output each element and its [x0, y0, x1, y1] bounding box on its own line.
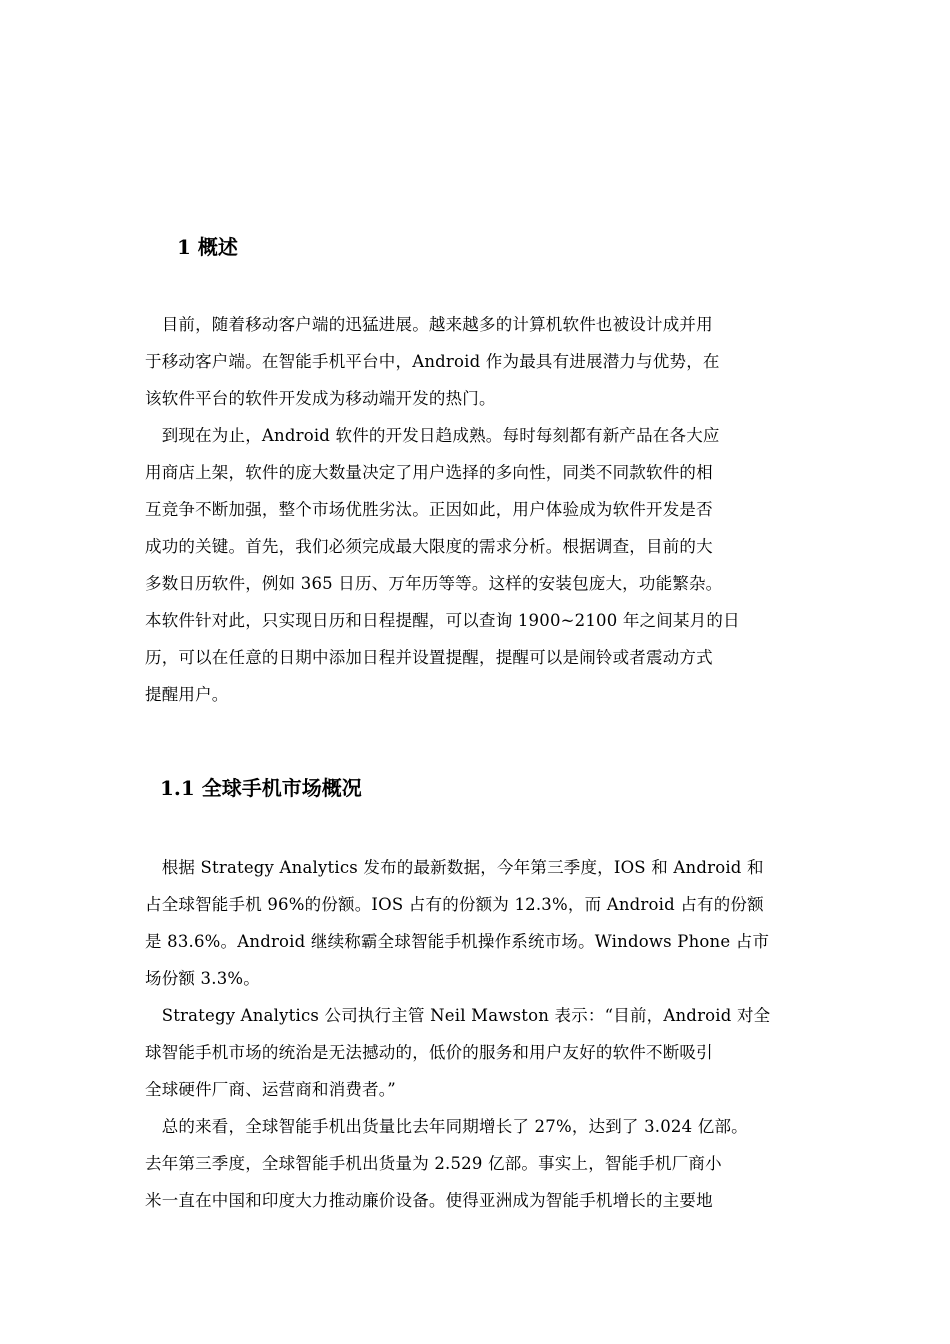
text-line: 互竞争不断加强，整个市场优胜劣汰。正因如此，用户体验成为软件开发是否	[145, 500, 713, 519]
text-line: 全球硬件厂商、运营商和消费者。”	[145, 1080, 396, 1099]
text-line: 米一直在中国和印度大力推动廉价设备。使得亚洲成为智能手机增长的主要地	[145, 1191, 713, 1210]
text-line: 根据 Strategy Analytics 发布的最新数据，今年第三季度，IOS 和 Android 和	[145, 858, 764, 877]
paragraph-market-2	[145, 997, 817, 1108]
text-line: 场份额 3.3%。	[145, 969, 260, 988]
text-line: 该软件平台的软件开发成为移动端开发的热门。	[145, 389, 496, 408]
paragraph-market-1	[145, 849, 817, 997]
paragraph-market-3	[145, 1108, 817, 1219]
text-line: 是 83.6%。Android 继续称霸全球智能手机操作系统市场。Windows Phone 占市	[145, 932, 770, 951]
section-heading-market: 1.1 全球手机市场概况	[160, 776, 362, 800]
paragraph-overview-2	[145, 417, 817, 713]
text-line: 多数日历软件，例如 365 日历、万年历等等。这样的安装包庞大，功能繁杂。	[145, 574, 723, 593]
text-line: 于移动客户端。在智能手机平台中，Android 作为最具有进展潜力与优势，在	[145, 352, 720, 371]
section-heading-overview: 1 概述	[177, 235, 238, 259]
text-line: 目前，随着移动客户端的迅猛进展。越来越多的计算机软件也被设计成并用	[145, 315, 713, 334]
paragraph-overview-1	[145, 306, 817, 417]
text-line: 占全球智能手机 96%的份额。IOS 占有的份额为 12.3%，而 Android 占有的份额	[145, 895, 764, 914]
text-line: 到现在为止，Android 软件的开发日趋成熟。每时每刻都有新产品在各大应	[145, 426, 720, 445]
text-line: 球智能手机市场的统治是无法撼动的，低价的服务和用户友好的软件不断吸引	[145, 1043, 713, 1062]
text-line: 历，可以在任意的日期中添加日程并设置提醒，提醒可以是闹铃或者震动方式	[145, 648, 713, 667]
text-line: 本软件针对此，只实现日历和日程提醒，可以查询 1900~2100 年之间某月的日	[145, 611, 740, 630]
text-line: 去年第三季度，全球智能手机出货量为 2.529 亿部。事实上，智能手机厂商小	[145, 1154, 722, 1173]
text-line: 用商店上架，软件的庞大数量决定了用户选择的多向性，同类不同款软件的相	[145, 463, 713, 482]
text-line: 总的来看，全球智能手机出货量比去年同期增长了 27%，达到了 3.024 亿部。	[145, 1117, 748, 1136]
text-line: 成功的关键。首先，我们必须完成最大限度的需求分析。根据调查，目前的大	[145, 537, 713, 556]
text-line: 提醒用户。	[145, 685, 229, 704]
text-line: Strategy Analytics 公司执行主管 Neil Mawston 表示：“目前，Android 对全	[145, 1006, 771, 1025]
